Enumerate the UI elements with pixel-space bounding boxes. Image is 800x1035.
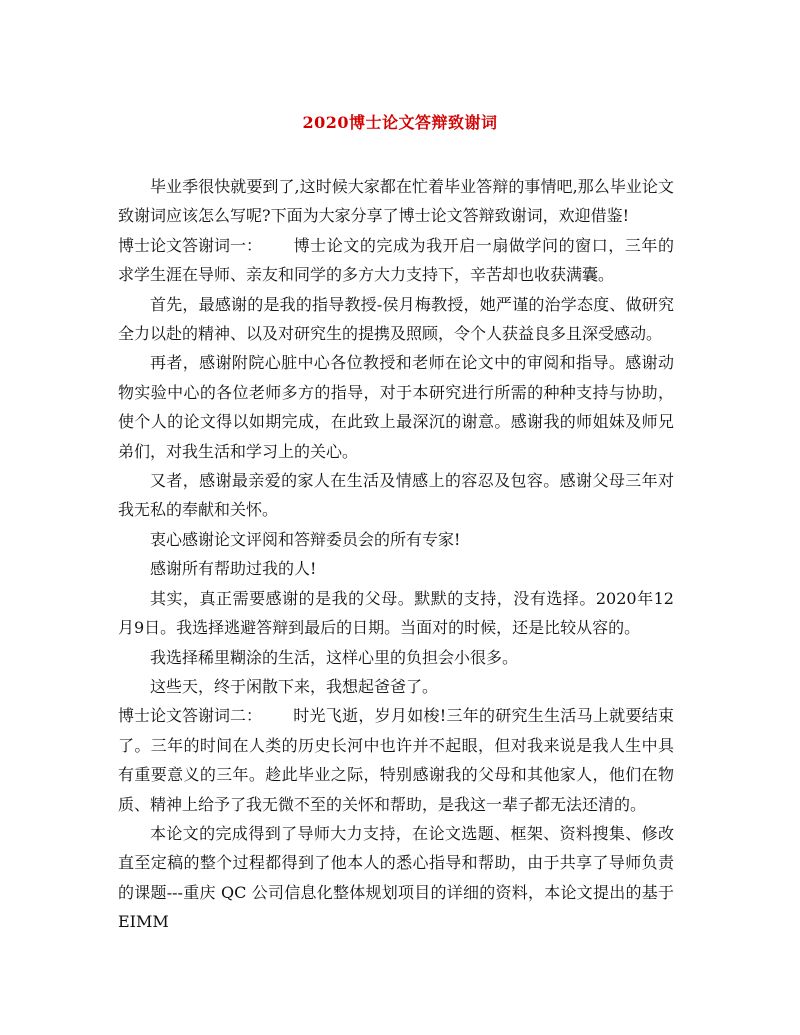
paragraph-family: 又者，感谢最亲爱的家人在生活及情感上的容忍及包容。感谢父母三年对我无私的奉献和关怀。 bbox=[118, 471, 674, 520]
paragraph-committee: 衷心感谢论文评阅和答辩委员会的所有专家! bbox=[150, 529, 461, 549]
document-title: 2020博士论文答辩致谢词 bbox=[302, 113, 498, 132]
section-heading-two: 博士论文答谢词二： bbox=[118, 706, 263, 726]
paragraph-thanks-two bbox=[118, 701, 674, 819]
paragraph-everyone: 感谢所有帮助过我的人! bbox=[150, 559, 317, 579]
section-heading-one: 博士论文答谢词一： bbox=[118, 235, 263, 255]
document-body bbox=[118, 172, 674, 937]
paragraph-father: 这些天，终于闲散下来，我想起爸爸了。 bbox=[150, 676, 439, 696]
paragraph-parents: 其实，真正需要感谢的是我的父母。默默的支持，没有选择。2020年12月9日。我选择逃避答辩到最后的日期。当面对的时候，还是比较从容的。 bbox=[118, 588, 674, 638]
paragraph-life: 我选择稀里糊涂的生活，这样心里的负担会小很多。 bbox=[150, 647, 519, 667]
paragraph-text: 博士论文的完成为我开启一扇做学问的窗口，三年的求学生涯在导师、亲友和同学的多方大力支持下，辛苦却也收获满囊。 bbox=[118, 235, 674, 285]
paragraph-thanks-one bbox=[118, 231, 674, 290]
paragraph-advisor: 首先，最感谢的是我的指导教授-侯月梅教授，她严谨的治学态度、做研究全力以赴的精神、以及对研究生的提携及照顾，令个人获益良多且深受感动。 bbox=[118, 294, 674, 344]
paragraph-teachers: 再者，感谢附院心脏中心各位教授和老师在论文中的审阅和指导。感谢动物实验中心的各位老师多方的指导，对于本研究进行所需的种种支持与协助，使个人的论文得以如期完成，在此致上最深沉的谢意。感谢我的师姐妹及师兄弟们，对我生活和学习上的关心。 bbox=[118, 353, 674, 461]
paragraph-supervisor: 本论文的完成得到了导师大力支持，在论文选题、框架、资料搜集、修改直至定稿的整个过程都得到了他本人的悉心指导和帮助，由于共享了导师负责的课题---重庆 QC 公司信息化整体规划项目的详细的资料，本论文提出的基于 EIMM bbox=[118, 823, 674, 932]
paragraph-intro: 毕业季很快就要到了,这时候大家都在忙着毕业答辩的事情吧,那么毕业论文致谢词应该怎么写呢?下面为大家分享了博士论文答辩致谢词，欢迎借鉴! bbox=[118, 177, 674, 226]
paragraph-text: 时光飞逝，岁月如梭!三年的研究生生活马上就要结束了。三年的时间在人类的历史长河中也许并不起眼，但对我来说是我人生中具有重要意义的三年。趁此毕业之际，特别感谢我的父母和其他家人，他们在物质、精神上给予了我无微不至的关怀和帮助，是我这一辈子都无法还清的。 bbox=[118, 706, 674, 814]
